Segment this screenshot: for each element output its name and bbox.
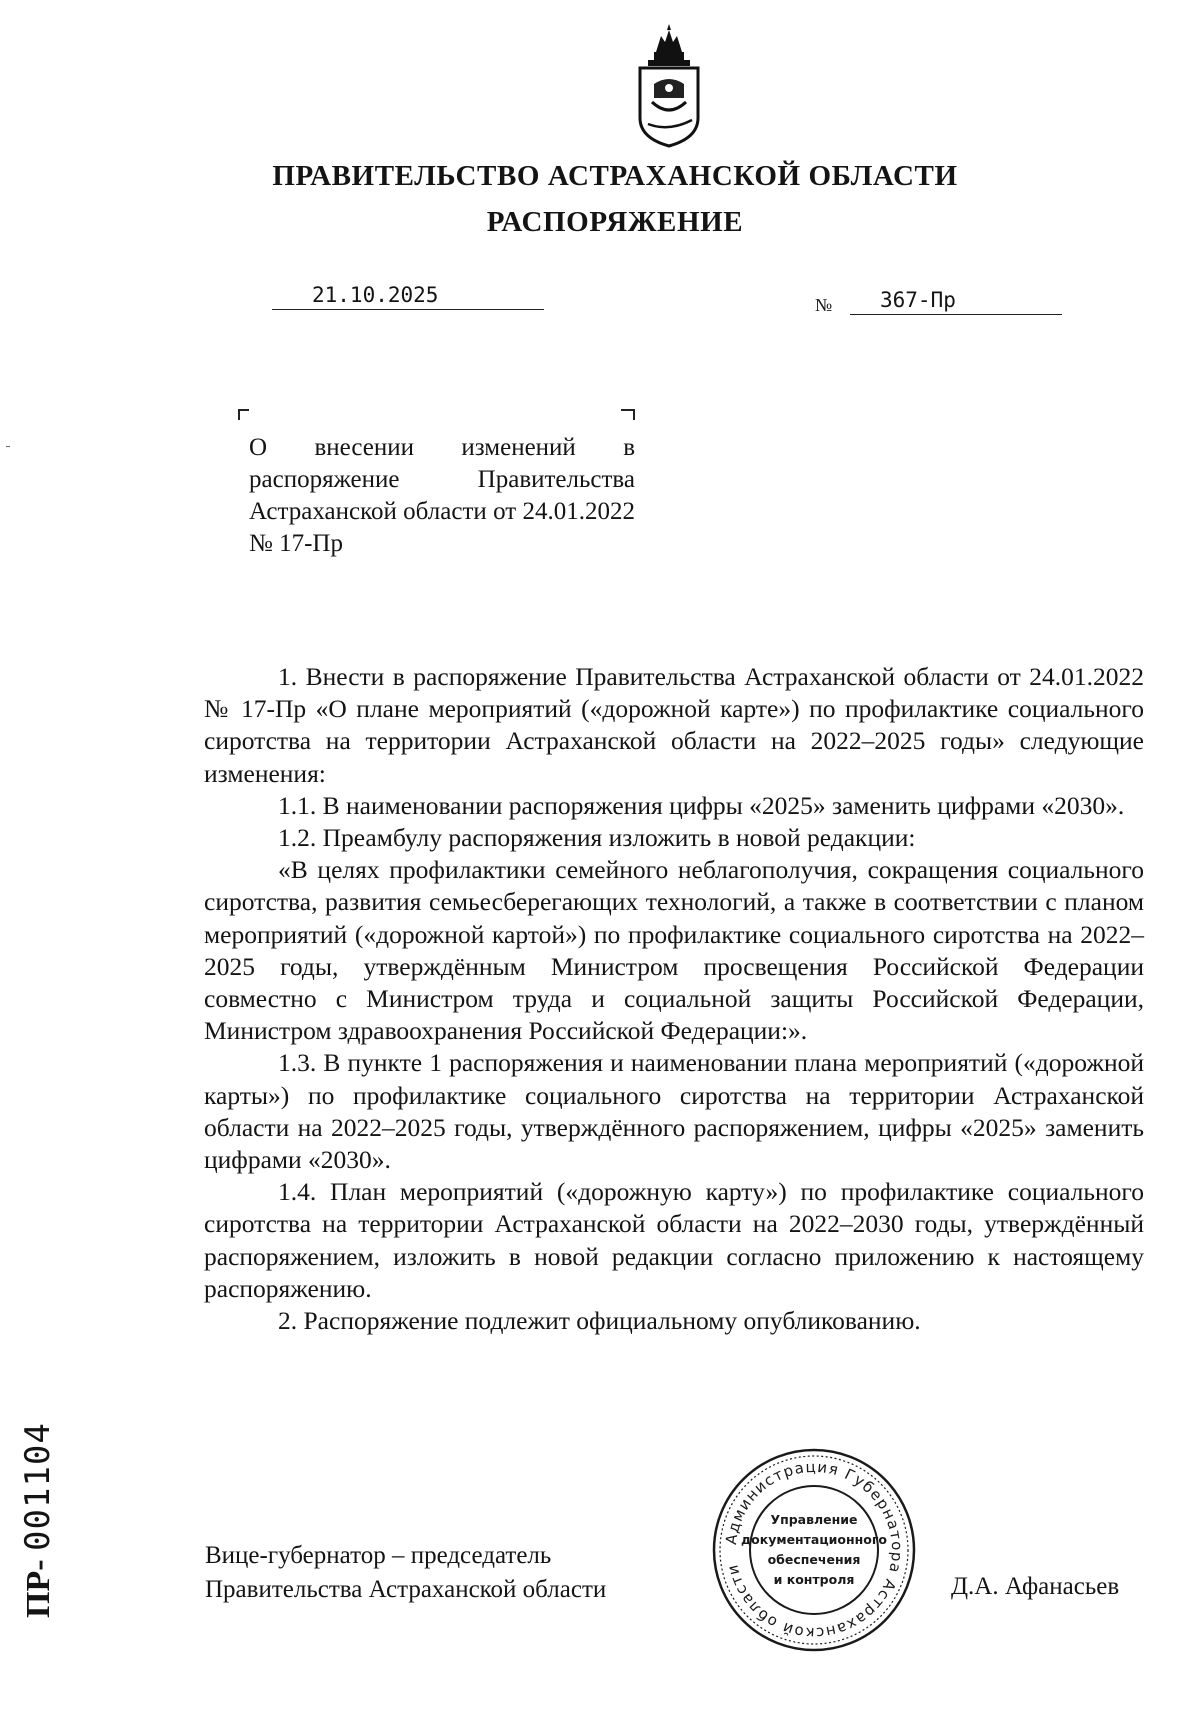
number-label: № [815, 295, 833, 315]
paragraph-1-2: 1.2. Преамбулу распоряжения изложить в новой редакции: [278, 823, 916, 853]
registry-number: 001104 [18, 1422, 58, 1551]
stamp-inner-line-2: документационного [741, 1532, 887, 1547]
signatory-position [205, 1539, 606, 1607]
document-date: 21.10.2025 [312, 283, 439, 307]
paragraph-2: 2. Распоряжение подлежит официальному опубликованию. [278, 1306, 921, 1336]
registry-stamp-number [18, 1418, 66, 1618]
stamp-inner-line-1: Управление [770, 1512, 858, 1527]
date-underline [272, 309, 544, 310]
position-line-1: Вице-губернатор – председатель [205, 1542, 552, 1569]
official-stamp [710, 1446, 918, 1654]
paragraph-1-3: 1.3. В пункте 1 распоряжения и наименовании плана мероприятий («дорожной карты») по профилактике социального сиротства на территории Астраханской области на 2022–2025 годы, утверждённого распоряжением, цифры «2025» заменить цифрами «2030». [204, 1048, 1144, 1175]
signatory-name: Д.А. Афанасьев [951, 1573, 1120, 1600]
document-subject: О внесении изменений в распоряжение Правительства Астраханской области от 24.01.2022 № 17-Пр [249, 434, 635, 557]
paragraph-1: 1. Внести в распоряжение Правительства Астраханской области от 24.01.2022 № 17-Пр «О плане мероприятий («дорожной карте») по профилактике социального сиротства на территории Астраханской области на 2022–2025 годы» следующие изменения: [204, 662, 1144, 788]
preamble-quote: «В целях профилактики семейного неблагополучия, сокращения социального сиротства, развития семьесберегающих технологий, а также в соответствии с планом мероприятий («дорожной картой») по профилактике социального сиротства на 2022–2025 годы, утверждённым Министром просвещения Российской Федерации совместно с Министром труда и социальной защиты Российской Федерации, Министром здравоохранения Российской Федерации:». [204, 855, 1144, 1046]
document-number: 367-Пр [880, 288, 956, 312]
subject-corner-left [238, 409, 249, 420]
government-title: ПРАВИТЕЛЬСТВО АСТРАХАНСКОЙ ОБЛАСТИ [272, 160, 958, 192]
stamp-inner-line-4: и контроля [773, 1572, 855, 1587]
number-underline [850, 314, 1062, 315]
paragraph-1-4: 1.4. План мероприятий («дорожную карту») по профилактике социального сиротства на территории Астраханской области на 2022–2030 годы, утверждённый распоряжением, изложить в новой редакции согласно приложению к настоящему распоряжению. [204, 1177, 1144, 1303]
subject-corner-right [621, 409, 635, 420]
registry-prefix: ПР- [20, 1559, 57, 1618]
paragraph-1-1: 1.1. В наименовании распоряжения цифры «2025» заменить цифрами «2030». [278, 790, 1125, 820]
scan-speck [6, 446, 10, 447]
stamp-inner-line-3: обеспечения [767, 1552, 861, 1567]
stamp-outer-text: Администрация Губернатора Астраханской области [722, 1457, 907, 1643]
document-type: РАСПОРЯЖЕНИЕ [486, 206, 744, 238]
document-body [204, 661, 1144, 1337]
position-line-2: Правительства Астраханской области [205, 1576, 607, 1603]
coat-of-arms-emblem [634, 22, 704, 150]
